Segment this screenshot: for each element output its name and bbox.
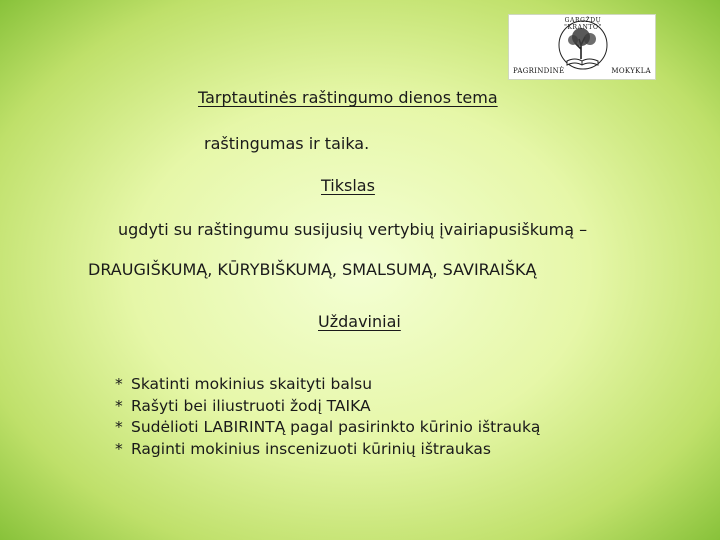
bullet-marker: * [115,439,123,458]
goal-line-2: DRAUGIŠKUMĄ, KŪRYBIŠKUMĄ, SMALSUMĄ, SAVIRAIŠKĄ [88,260,537,279]
list-item [115,417,540,439]
list-item [115,374,540,396]
list-item [115,439,540,461]
bullet-marker: * [115,375,123,393]
bullet-marker: * [115,396,123,415]
bullet-marker: * [115,418,123,436]
school-logo [508,14,656,80]
theme-text: raštingumas ir taika. [204,134,370,153]
logo-left-text: PAGRINDINĖ [513,67,565,75]
list-item [115,396,540,418]
logo-arc-text: GARGŽDŲ "KRANTO" [564,17,602,31]
task-text: Rašyti bei iliustruoti žodį TAIKA [131,396,371,415]
tasks-heading: Uždaviniai [318,312,401,331]
tasks-list [115,374,540,460]
task-text: Skatinti mokinius skaityti balsu [131,375,373,393]
task-text: Sudėlioti LABIRINTĄ pagal pasirinkto kūrinio ištrauką [131,418,541,436]
task-text: Raginti mokinius inscenizuoti kūrinių ištraukas [131,439,491,458]
goal-line-1: ugdyti su raštingumu susijusių vertybių įvairiapusiškumą – [118,220,588,239]
page-title: Tarptautinės raštingumo dienos tema [198,88,498,107]
logo-right-text: MOKYKLA [611,67,651,75]
goal-heading: Tikslas [321,176,375,195]
